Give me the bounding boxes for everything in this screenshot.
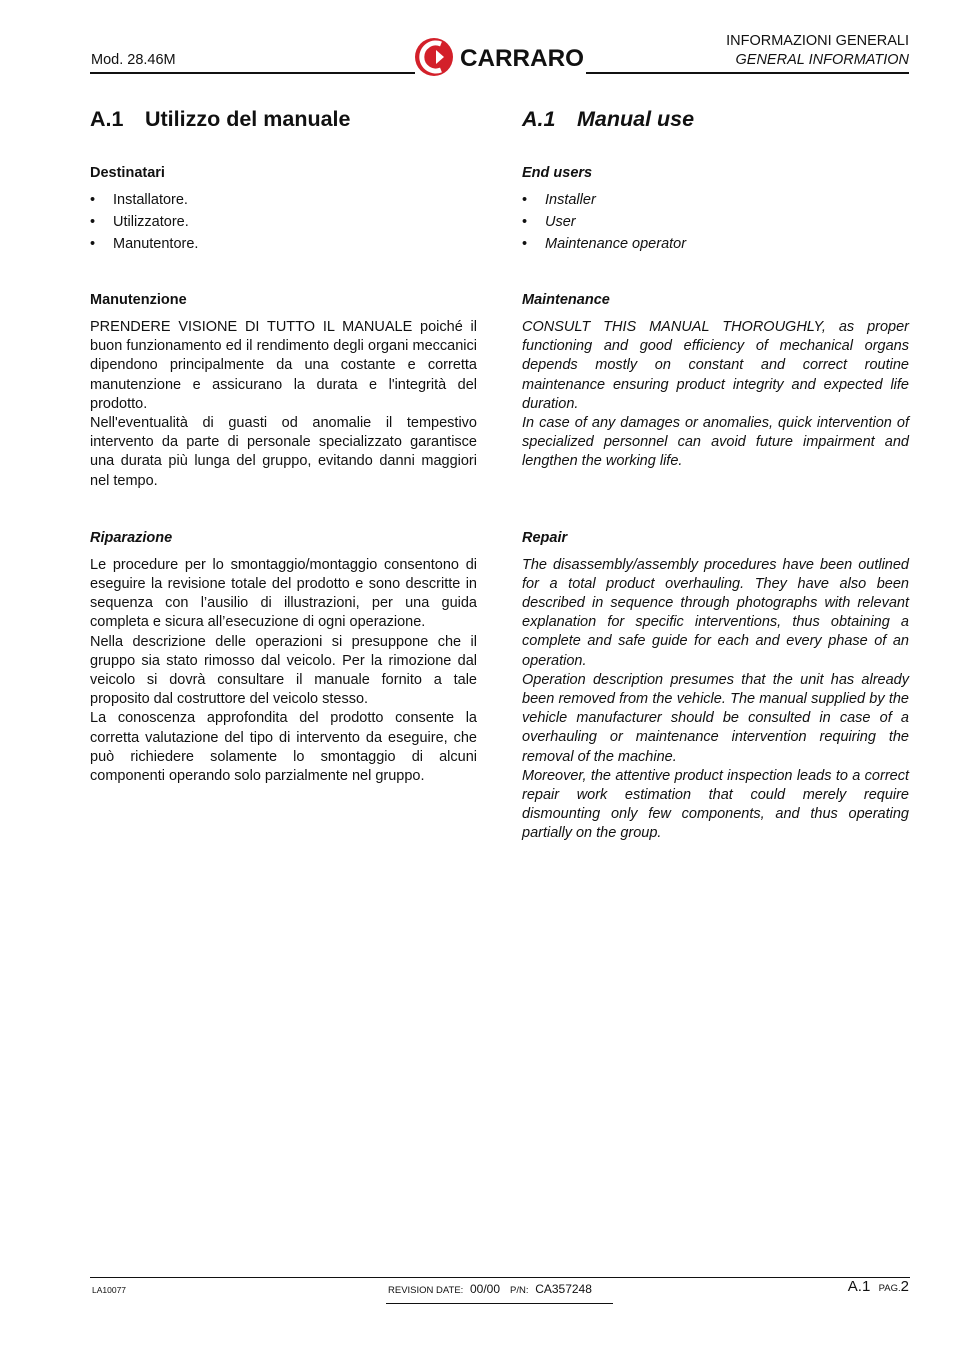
header-rule-right: [586, 72, 909, 74]
italian-title: [90, 105, 477, 133]
page-indicator: [848, 1278, 909, 1295]
model-number: Mod. 28.46M: [91, 52, 176, 68]
carraro-logo: [414, 36, 586, 78]
carraro-logo-wordmark: CARRARO: [460, 45, 584, 72]
list-item: • User: [522, 214, 576, 230]
maintenance-paragraph-it: Nell'eventualità di guasti od anomalie il tempestivo intervento da parte di personale specializzato garantisce una durata più lunga del gruppo, evitando danni maggiori nel tempo.: [90, 415, 477, 489]
page-label: PAG.: [878, 1283, 901, 1294]
repair-heading-it: Riparazione: [90, 529, 173, 546]
repair-paragraph-it: La conoscenza approfondita del prodotto consente la corretta valutazione del tipo di intervento da eseguire, che può richiedere solamente lo smontaggio di alcuni componenti operando solo parzialmente nel gruppo.: [90, 710, 477, 785]
italian-column: [90, 105, 477, 786]
revision-date-value: 00/00: [469, 1282, 501, 1296]
revision-rule: [386, 1303, 613, 1304]
english-column: [522, 105, 909, 844]
repair-paragraph-en: The disassembly/assembly procedures have been outlined for a total product overhauling. They have also been described in sequence through photographs with relevant explanation for specific interventions, thus obtaining a complete and safe guide for each and every phase of an operation.: [522, 556, 909, 669]
footer-rule: [90, 1277, 910, 1278]
repair-paragraph-en: Moreover, the attentive product inspection leads to a correct repair work estimation that could merely require dismounting only few components, and thus operating partially on the group.: [522, 767, 909, 842]
header-section-english: GENERAL INFORMATION: [735, 52, 909, 68]
list-item: • Manutentore.: [90, 236, 199, 252]
recipients-list-it: [90, 189, 477, 255]
part-number-label: P/N:: [510, 1285, 529, 1296]
part-number-value: CA357248: [535, 1282, 592, 1296]
page-number: 2: [900, 1278, 909, 1295]
english-title: [522, 105, 909, 133]
header-section-italian: INFORMAZIONI GENERALI: [726, 33, 909, 49]
english-section-title: Manual use: [577, 107, 695, 131]
italian-section-title: Utilizzo del manuale: [145, 107, 351, 131]
maintenance-heading-en: Maintenance: [522, 292, 610, 308]
list-item: • Utilizzatore.: [90, 214, 189, 230]
repair-paragraph-en: Operation description presumes that the unit has already been removed from the vehicle. The manual supplied by the vehicle manufacturer should be consulted in case of a overhauling or maintenance intervention requiring the removal of the machine.: [522, 671, 909, 765]
repair-paragraph-it: Nella descrizione delle operazioni si presuppone che il gruppo sia stato rimosso dal veicolo. Per la rimozione dal veicolo si dovrà consultare il manuale fornito a tale proposito dal costruttore del veicolo stesso.: [90, 633, 477, 708]
maintenance-paragraph-en: CONSULT THIS MANUAL THOROUGHLY, as proper functioning and good efficiency of mechanical organs depends mostly on constant and correct routine maintenance ensuring product integrity and expected life duration.: [522, 319, 909, 412]
list-item: • Installatore.: [90, 192, 188, 208]
maintenance-heading-it: Manutenzione: [90, 292, 187, 308]
revision-date-label: REVISION DATE:: [388, 1285, 464, 1296]
list-item: • Installer: [522, 192, 596, 208]
recipients-list-en: [522, 189, 909, 255]
header-rule-left: [90, 72, 415, 74]
recipients-heading-it: Destinatari: [90, 165, 165, 181]
carraro-logo-mark-icon: [415, 38, 453, 76]
list-item: • Maintenance operator: [522, 236, 687, 252]
repair-heading-en: Repair: [522, 529, 568, 546]
recipients-heading-en: End users: [522, 165, 593, 181]
maintenance-paragraph-it: PRENDERE VISIONE DI TUTTO IL MANUALE poiché il buon funzionamento ed il rendimento degli organi meccanici dipendono principalmente da una costante e corretta manutenzione e assicurano la durata e l'integrità del prodotto.: [90, 319, 477, 412]
revision-info: [388, 1282, 592, 1296]
english-section-number: A.1: [522, 107, 556, 131]
maintenance-paragraph-en: In case of any damages or anomalies, quick intervention of specialized personnel can avoid future impairment and lengthen the working life.: [522, 415, 909, 470]
italian-section-number: A.1: [90, 107, 124, 131]
repair-paragraph-it: Le procedure per lo smontaggio/montaggio consentono di eseguire la revisione totale del prodotto e sono descritte in sequenza con l’ausilio di illustrazioni, per una guida completa e sicura all’esecuzione di ogni operazione.: [90, 556, 477, 631]
document-code: LA10077: [92, 1285, 127, 1295]
page-section: A.1: [847, 1278, 871, 1295]
